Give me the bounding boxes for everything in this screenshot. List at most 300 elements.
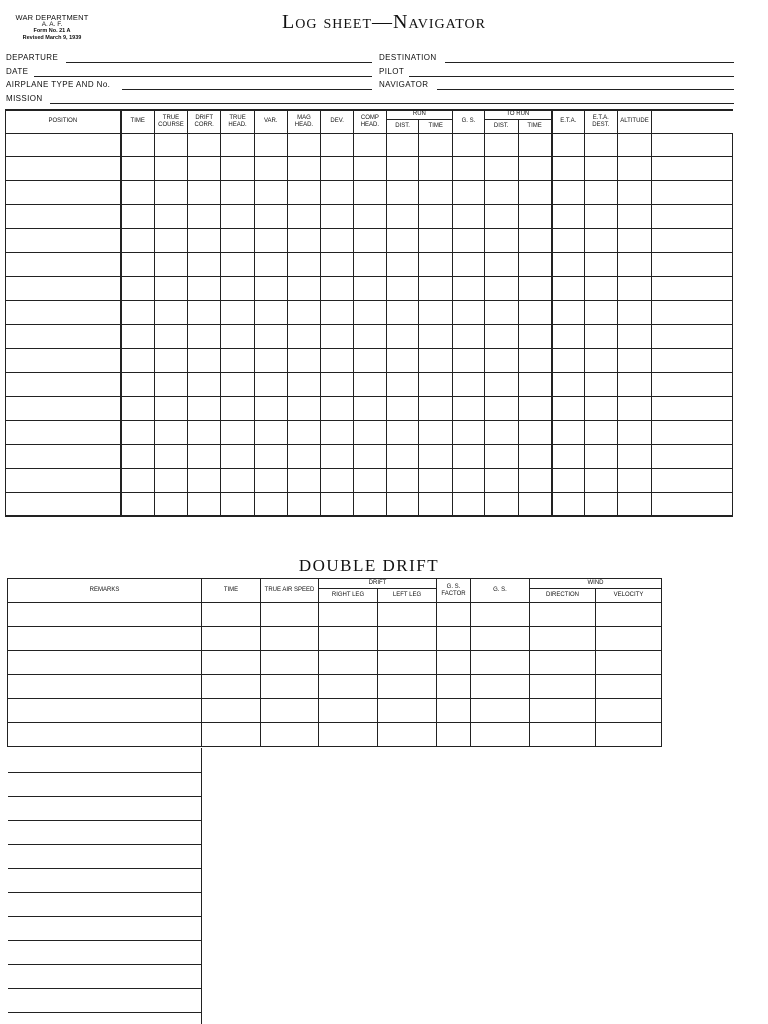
log-cell[interactable]	[652, 156, 733, 180]
log-cell[interactable]	[652, 204, 733, 228]
double-drift-cell[interactable]	[437, 699, 471, 723]
log-cell[interactable]	[188, 228, 221, 252]
double-drift-cell[interactable]	[8, 627, 202, 651]
log-cell[interactable]	[221, 372, 255, 396]
log-cell[interactable]	[518, 468, 552, 492]
departure-field[interactable]	[6, 53, 372, 65]
log-cell[interactable]	[321, 348, 354, 372]
log-cell[interactable]	[584, 492, 617, 516]
log-cell[interactable]	[121, 276, 155, 300]
log-cell[interactable]	[652, 276, 733, 300]
double-drift-cell[interactable]	[471, 723, 530, 747]
log-cell[interactable]	[617, 276, 652, 300]
log-cell[interactable]	[254, 420, 287, 444]
log-cell[interactable]	[188, 396, 221, 420]
log-cell[interactable]	[353, 420, 386, 444]
remark-line[interactable]	[8, 772, 201, 773]
log-cell[interactable]	[353, 372, 386, 396]
log-cell[interactable]	[287, 300, 321, 324]
log-cell[interactable]	[386, 228, 419, 252]
log-cell[interactable]	[321, 276, 354, 300]
log-cell[interactable]	[452, 324, 484, 348]
log-cell[interactable]	[484, 372, 518, 396]
log-cell[interactable]	[254, 228, 287, 252]
log-cell[interactable]	[287, 492, 321, 516]
log-cell[interactable]	[254, 444, 287, 468]
log-cell[interactable]	[154, 300, 187, 324]
double-drift-cell[interactable]	[530, 627, 596, 651]
double-drift-cell[interactable]	[530, 603, 596, 627]
log-cell[interactable]	[287, 468, 321, 492]
double-drift-cell[interactable]	[437, 651, 471, 675]
log-cell[interactable]	[221, 444, 255, 468]
log-cell[interactable]	[121, 324, 155, 348]
log-cell[interactable]	[617, 372, 652, 396]
log-cell[interactable]	[386, 204, 419, 228]
log-cell[interactable]	[221, 396, 255, 420]
log-cell[interactable]	[386, 348, 419, 372]
log-cell[interactable]	[121, 204, 155, 228]
log-cell[interactable]	[518, 252, 552, 276]
log-cell[interactable]	[6, 228, 121, 252]
log-cell[interactable]	[518, 420, 552, 444]
double-drift-cell[interactable]	[596, 699, 662, 723]
log-cell[interactable]	[188, 468, 221, 492]
log-cell[interactable]	[617, 444, 652, 468]
log-cell[interactable]	[121, 348, 155, 372]
log-cell[interactable]	[287, 180, 321, 204]
double-drift-cell[interactable]	[319, 723, 378, 747]
log-cell[interactable]	[452, 252, 484, 276]
log-cell[interactable]	[154, 468, 187, 492]
log-cell[interactable]	[254, 276, 287, 300]
log-cell[interactable]	[484, 180, 518, 204]
log-cell[interactable]	[452, 204, 484, 228]
log-cell[interactable]	[584, 372, 617, 396]
log-cell[interactable]	[518, 324, 552, 348]
log-cell[interactable]	[386, 133, 419, 156]
log-cell[interactable]	[552, 372, 585, 396]
log-cell[interactable]	[254, 156, 287, 180]
log-cell[interactable]	[287, 252, 321, 276]
log-cell[interactable]	[386, 492, 419, 516]
log-cell[interactable]	[321, 420, 354, 444]
log-cell[interactable]	[617, 252, 652, 276]
log-cell[interactable]	[188, 204, 221, 228]
log-cell[interactable]	[584, 324, 617, 348]
log-cell[interactable]	[254, 348, 287, 372]
double-drift-cell[interactable]	[596, 675, 662, 699]
double-drift-cell[interactable]	[437, 627, 471, 651]
log-cell[interactable]	[419, 468, 453, 492]
log-cell[interactable]	[287, 276, 321, 300]
log-row[interactable]	[6, 492, 733, 516]
log-row[interactable]	[6, 180, 733, 204]
double-drift-cell[interactable]	[202, 723, 261, 747]
double-drift-row[interactable]	[8, 603, 662, 627]
log-cell[interactable]	[617, 324, 652, 348]
log-cell[interactable]	[188, 276, 221, 300]
double-drift-cell[interactable]	[261, 699, 319, 723]
log-cell[interactable]	[652, 468, 733, 492]
double-drift-cell[interactable]	[319, 651, 378, 675]
log-cell[interactable]	[652, 133, 733, 156]
double-drift-row[interactable]	[8, 627, 662, 651]
log-cell[interactable]	[321, 228, 354, 252]
log-cell[interactable]	[353, 156, 386, 180]
remark-line[interactable]	[8, 964, 201, 965]
log-cell[interactable]	[287, 133, 321, 156]
log-cell[interactable]	[617, 156, 652, 180]
log-cell[interactable]	[254, 396, 287, 420]
log-cell[interactable]	[6, 300, 121, 324]
double-drift-cell[interactable]	[378, 675, 437, 699]
log-cell[interactable]	[121, 396, 155, 420]
double-drift-cell[interactable]	[319, 603, 378, 627]
log-cell[interactable]	[386, 252, 419, 276]
double-drift-cell[interactable]	[378, 651, 437, 675]
log-cell[interactable]	[154, 348, 187, 372]
log-cell[interactable]	[552, 492, 585, 516]
log-cell[interactable]	[121, 252, 155, 276]
log-cell[interactable]	[617, 133, 652, 156]
log-cell[interactable]	[617, 492, 652, 516]
log-cell[interactable]	[484, 324, 518, 348]
log-cell[interactable]	[254, 300, 287, 324]
log-cell[interactable]	[552, 204, 585, 228]
log-cell[interactable]	[121, 180, 155, 204]
log-cell[interactable]	[121, 228, 155, 252]
log-row[interactable]	[6, 133, 733, 156]
log-cell[interactable]	[6, 372, 121, 396]
double-drift-cell[interactable]	[202, 699, 261, 723]
log-cell[interactable]	[584, 348, 617, 372]
double-drift-cell[interactable]	[471, 699, 530, 723]
log-cell[interactable]	[353, 348, 386, 372]
log-cell[interactable]	[121, 492, 155, 516]
double-drift-row[interactable]	[8, 651, 662, 675]
log-cell[interactable]	[321, 133, 354, 156]
log-row[interactable]	[6, 156, 733, 180]
double-drift-cell[interactable]	[471, 603, 530, 627]
double-drift-cell[interactable]	[378, 699, 437, 723]
remark-line[interactable]	[8, 916, 201, 917]
log-cell[interactable]	[552, 324, 585, 348]
log-cell[interactable]	[221, 300, 255, 324]
double-drift-cell[interactable]	[8, 603, 202, 627]
log-cell[interactable]	[484, 228, 518, 252]
double-drift-cell[interactable]	[530, 723, 596, 747]
log-cell[interactable]	[552, 300, 585, 324]
remark-line[interactable]	[8, 892, 201, 893]
log-cell[interactable]	[652, 228, 733, 252]
log-cell[interactable]	[386, 372, 419, 396]
log-cell[interactable]	[353, 276, 386, 300]
log-cell[interactable]	[221, 156, 255, 180]
log-cell[interactable]	[221, 468, 255, 492]
log-cell[interactable]	[652, 444, 733, 468]
log-cell[interactable]	[584, 396, 617, 420]
double-drift-cell[interactable]	[437, 723, 471, 747]
double-drift-cell[interactable]	[437, 675, 471, 699]
log-cell[interactable]	[452, 492, 484, 516]
log-cell[interactable]	[321, 252, 354, 276]
log-cell[interactable]	[386, 444, 419, 468]
log-cell[interactable]	[254, 204, 287, 228]
log-cell[interactable]	[6, 420, 121, 444]
log-cell[interactable]	[452, 420, 484, 444]
log-cell[interactable]	[121, 420, 155, 444]
log-cell[interactable]	[419, 300, 453, 324]
log-cell[interactable]	[617, 228, 652, 252]
navigator-field[interactable]	[379, 80, 734, 92]
log-cell[interactable]	[419, 444, 453, 468]
double-drift-cell[interactable]	[261, 627, 319, 651]
log-cell[interactable]	[287, 324, 321, 348]
log-cell[interactable]	[484, 420, 518, 444]
log-cell[interactable]	[154, 276, 187, 300]
log-row[interactable]	[6, 324, 733, 348]
log-cell[interactable]	[221, 180, 255, 204]
log-cell[interactable]	[188, 420, 221, 444]
log-cell[interactable]	[652, 396, 733, 420]
double-drift-row[interactable]	[8, 675, 662, 699]
log-cell[interactable]	[321, 324, 354, 348]
remark-line[interactable]	[8, 844, 201, 845]
log-cell[interactable]	[518, 396, 552, 420]
double-drift-cell[interactable]	[8, 675, 202, 699]
log-cell[interactable]	[386, 324, 419, 348]
log-cell[interactable]	[221, 348, 255, 372]
log-cell[interactable]	[188, 348, 221, 372]
log-cell[interactable]	[484, 300, 518, 324]
remark-line[interactable]	[8, 868, 201, 869]
double-drift-cell[interactable]	[596, 603, 662, 627]
log-cell[interactable]	[353, 324, 386, 348]
double-drift-cell[interactable]	[261, 603, 319, 627]
double-drift-cell[interactable]	[378, 723, 437, 747]
log-cell[interactable]	[419, 348, 453, 372]
log-cell[interactable]	[287, 396, 321, 420]
log-cell[interactable]	[652, 180, 733, 204]
log-cell[interactable]	[518, 276, 552, 300]
log-cell[interactable]	[221, 228, 255, 252]
log-cell[interactable]	[652, 300, 733, 324]
log-cell[interactable]	[419, 324, 453, 348]
double-drift-cell[interactable]	[202, 603, 261, 627]
log-row[interactable]	[6, 444, 733, 468]
log-cell[interactable]	[617, 468, 652, 492]
log-row[interactable]	[6, 348, 733, 372]
log-cell[interactable]	[154, 228, 187, 252]
log-cell[interactable]	[452, 444, 484, 468]
log-cell[interactable]	[484, 156, 518, 180]
log-cell[interactable]	[254, 133, 287, 156]
log-cell[interactable]	[154, 372, 187, 396]
log-cell[interactable]	[353, 180, 386, 204]
log-cell[interactable]	[353, 204, 386, 228]
log-cell[interactable]	[518, 204, 552, 228]
log-cell[interactable]	[584, 444, 617, 468]
log-cell[interactable]	[6, 444, 121, 468]
log-cell[interactable]	[552, 468, 585, 492]
double-drift-cell[interactable]	[471, 627, 530, 651]
log-cell[interactable]	[652, 348, 733, 372]
log-row[interactable]	[6, 228, 733, 252]
log-cell[interactable]	[353, 228, 386, 252]
double-drift-cell[interactable]	[319, 675, 378, 699]
log-cell[interactable]	[353, 468, 386, 492]
log-cell[interactable]	[254, 372, 287, 396]
log-cell[interactable]	[221, 133, 255, 156]
double-drift-cell[interactable]	[530, 675, 596, 699]
double-drift-cell[interactable]	[261, 723, 319, 747]
log-cell[interactable]	[484, 444, 518, 468]
double-drift-cell[interactable]	[8, 723, 202, 747]
airplane-field[interactable]	[6, 80, 372, 92]
double-drift-cell[interactable]	[319, 699, 378, 723]
log-cell[interactable]	[121, 133, 155, 156]
log-cell[interactable]	[353, 444, 386, 468]
log-cell[interactable]	[652, 252, 733, 276]
double-drift-cell[interactable]	[378, 627, 437, 651]
double-drift-cell[interactable]	[378, 603, 437, 627]
log-cell[interactable]	[287, 156, 321, 180]
log-cell[interactable]	[518, 372, 552, 396]
log-cell[interactable]	[386, 396, 419, 420]
log-cell[interactable]	[518, 180, 552, 204]
log-cell[interactable]	[188, 324, 221, 348]
log-cell[interactable]	[321, 444, 354, 468]
log-cell[interactable]	[484, 133, 518, 156]
log-cell[interactable]	[584, 252, 617, 276]
log-cell[interactable]	[617, 396, 652, 420]
log-cell[interactable]	[617, 420, 652, 444]
log-cell[interactable]	[652, 420, 733, 444]
log-cell[interactable]	[419, 492, 453, 516]
log-cell[interactable]	[484, 252, 518, 276]
double-drift-row[interactable]	[8, 699, 662, 723]
remark-line[interactable]	[8, 940, 201, 941]
log-cell[interactable]	[652, 324, 733, 348]
remark-line[interactable]	[8, 1012, 201, 1013]
log-cell[interactable]	[419, 420, 453, 444]
log-cell[interactable]	[419, 396, 453, 420]
log-cell[interactable]	[321, 300, 354, 324]
log-cell[interactable]	[552, 252, 585, 276]
double-drift-cell[interactable]	[202, 675, 261, 699]
double-drift-body[interactable]	[8, 603, 662, 747]
log-cell[interactable]	[221, 324, 255, 348]
log-cell[interactable]	[584, 204, 617, 228]
remark-line[interactable]	[8, 796, 201, 797]
log-cell[interactable]	[584, 276, 617, 300]
log-cell[interactable]	[518, 156, 552, 180]
log-cell[interactable]	[221, 420, 255, 444]
log-cell[interactable]	[154, 156, 187, 180]
log-cell[interactable]	[154, 492, 187, 516]
log-cell[interactable]	[552, 444, 585, 468]
log-cell[interactable]	[121, 468, 155, 492]
double-drift-cell[interactable]	[8, 651, 202, 675]
log-cell[interactable]	[188, 492, 221, 516]
log-cell[interactable]	[584, 300, 617, 324]
log-cell[interactable]	[154, 180, 187, 204]
log-cell[interactable]	[221, 252, 255, 276]
log-cell[interactable]	[154, 420, 187, 444]
log-row[interactable]	[6, 396, 733, 420]
log-cell[interactable]	[584, 180, 617, 204]
log-cell[interactable]	[353, 492, 386, 516]
double-drift-cell[interactable]	[8, 699, 202, 723]
double-drift-cell[interactable]	[471, 675, 530, 699]
mission-field[interactable]	[6, 94, 734, 106]
log-cell[interactable]	[254, 492, 287, 516]
double-drift-cell[interactable]	[202, 651, 261, 675]
log-cell[interactable]	[386, 420, 419, 444]
log-cell[interactable]	[419, 276, 453, 300]
log-cell[interactable]	[617, 300, 652, 324]
log-cell[interactable]	[188, 133, 221, 156]
log-cell[interactable]	[254, 324, 287, 348]
log-cell[interactable]	[154, 133, 187, 156]
log-cell[interactable]	[518, 133, 552, 156]
log-cell[interactable]	[484, 276, 518, 300]
log-cell[interactable]	[321, 468, 354, 492]
log-cell[interactable]	[452, 348, 484, 372]
log-cell[interactable]	[287, 420, 321, 444]
log-cell[interactable]	[254, 468, 287, 492]
log-cell[interactable]	[221, 276, 255, 300]
log-cell[interactable]	[6, 396, 121, 420]
log-cell[interactable]	[287, 204, 321, 228]
log-cell[interactable]	[452, 276, 484, 300]
double-drift-row[interactable]	[8, 723, 662, 747]
log-cell[interactable]	[154, 396, 187, 420]
log-cell[interactable]	[518, 228, 552, 252]
log-cell[interactable]	[386, 180, 419, 204]
log-cell[interactable]	[484, 468, 518, 492]
log-cell[interactable]	[419, 228, 453, 252]
log-cell[interactable]	[652, 492, 733, 516]
log-cell[interactable]	[254, 252, 287, 276]
log-cell[interactable]	[6, 324, 121, 348]
log-cell[interactable]	[518, 300, 552, 324]
log-cell[interactable]	[221, 492, 255, 516]
log-cell[interactable]	[287, 348, 321, 372]
date-field[interactable]	[6, 67, 372, 79]
log-cell[interactable]	[188, 372, 221, 396]
log-cell[interactable]	[386, 276, 419, 300]
log-cell[interactable]	[121, 156, 155, 180]
log-cell[interactable]	[188, 252, 221, 276]
log-cell[interactable]	[652, 372, 733, 396]
log-row[interactable]	[6, 372, 733, 396]
log-cell[interactable]	[287, 228, 321, 252]
log-cell[interactable]	[484, 492, 518, 516]
log-cell[interactable]	[6, 156, 121, 180]
log-cell[interactable]	[321, 396, 354, 420]
log-row[interactable]	[6, 468, 733, 492]
log-cell[interactable]	[452, 133, 484, 156]
log-cell[interactable]	[484, 348, 518, 372]
log-cell[interactable]	[419, 133, 453, 156]
double-drift-cell[interactable]	[437, 603, 471, 627]
log-cell[interactable]	[552, 180, 585, 204]
double-drift-cell[interactable]	[530, 699, 596, 723]
log-cell[interactable]	[518, 444, 552, 468]
log-cell[interactable]	[419, 204, 453, 228]
